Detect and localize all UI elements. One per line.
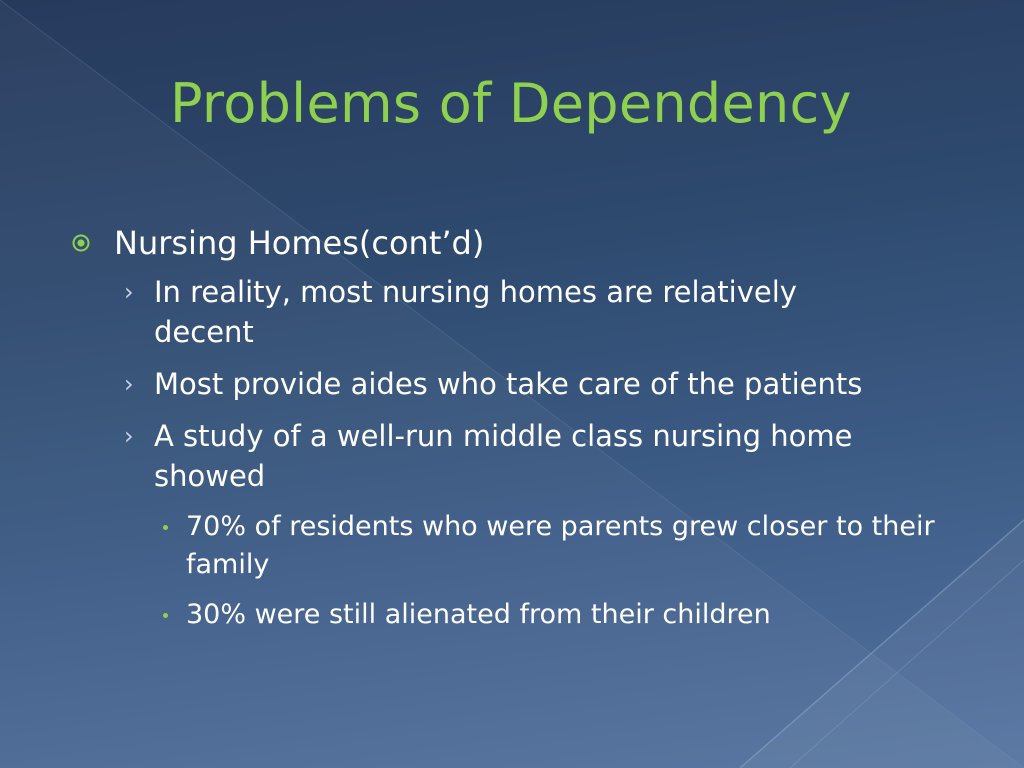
sub-sub-bullet-text: 70% of residents who were parents grew closer to their family [186, 511, 935, 580]
circle-bullet-icon [72, 234, 90, 252]
chevron-right-icon: › [124, 422, 134, 450]
sub-sub-bullet-text: 30% were still alienated from their children [186, 599, 771, 630]
bullet-level-1 [72, 222, 972, 264]
bullet-level-2 [72, 416, 972, 496]
sub-bullet-text: A study of a well-run middle class nursing home showed [154, 419, 853, 493]
chevron-right-icon: › [124, 370, 134, 398]
main-bullet-text: Nursing Homes(cont’d) [114, 224, 485, 262]
bullet-level-3 [72, 508, 972, 584]
bullet-level-2 [72, 364, 972, 404]
dot-bullet-icon [163, 525, 168, 530]
slide-content [72, 222, 972, 646]
sub-bullet-text: In reality, most nursing homes are relatively decent [154, 275, 797, 349]
sub-bullet-text: Most provide aides who take care of the patients [154, 367, 863, 401]
bullet-level-3 [72, 596, 972, 634]
dot-bullet-icon [163, 613, 168, 618]
bullet-level-2 [72, 272, 972, 352]
slide-title: Problems of Dependency [170, 72, 852, 135]
chevron-right-icon: › [124, 278, 134, 306]
